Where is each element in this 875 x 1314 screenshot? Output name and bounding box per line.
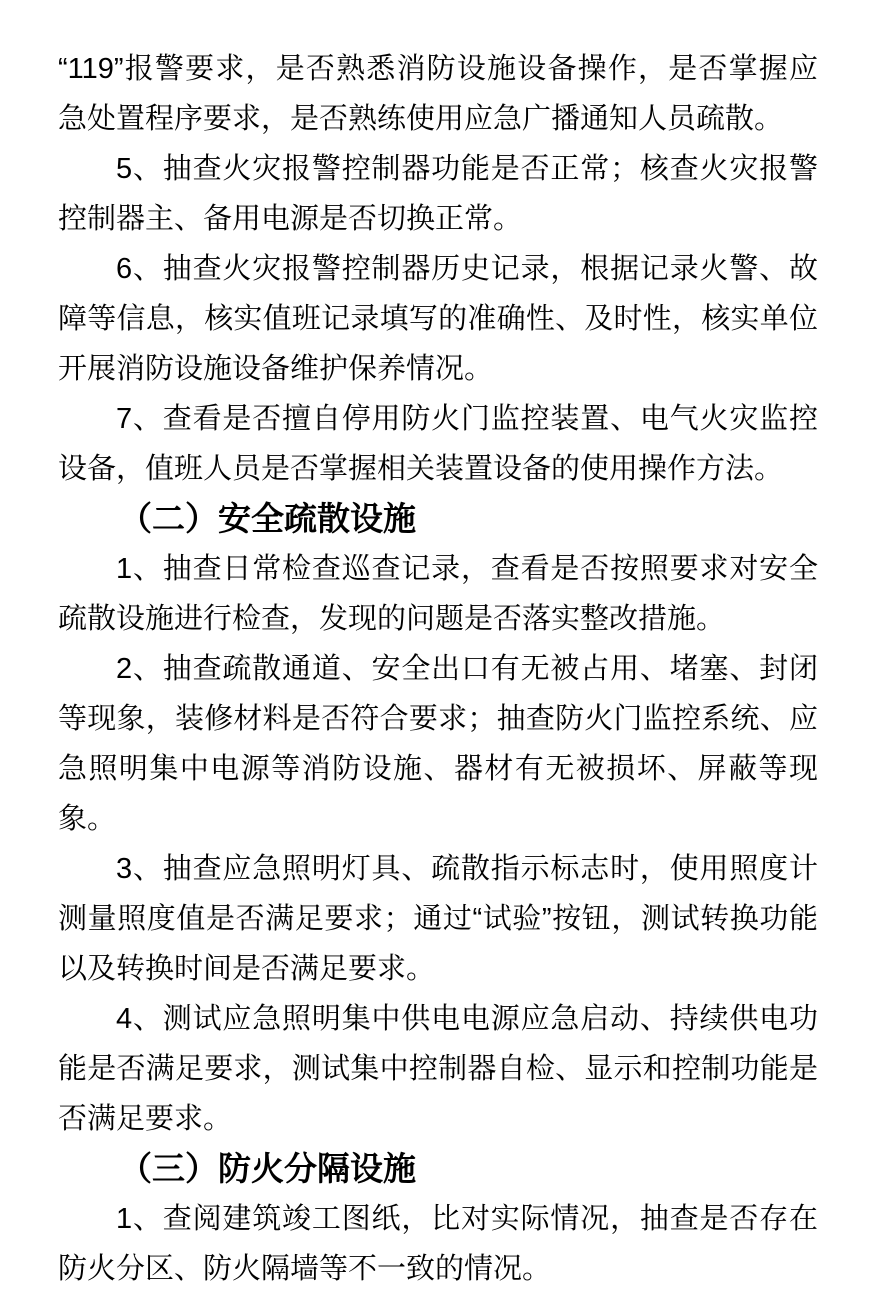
section-heading-2-safe-evacuation-facilities: （二）安全疏散设施 bbox=[119, 500, 417, 537]
paragraph-item-1-daily-inspection-records: 1、抽查日常检查巡查记录，查看是否按照要求对安全疏散设施进行检查，发现的问题是否落实整改措施。 bbox=[58, 553, 818, 635]
paragraph-item-7-fire-door-monitoring: 7、查看是否擅自停用防火门监控装置、电气火灾监控设备，值班人员是否掌握相关装置设备的使用操作方法。 bbox=[58, 403, 818, 485]
paragraph-item-4-central-power-supply-test: 4、测试应急照明集中供电电源应急启动、持续供电功能是否满足要求，测试集中控制器自检、显示和控制功能是否满足要求。 bbox=[58, 1003, 818, 1135]
paragraph-item-1-as-built-drawings: 1、查阅建筑竣工图纸，比对实际情况，抽查是否存在防火分区、防火隔墙等不一致的情况。 bbox=[58, 1203, 818, 1285]
paragraph-item-2-evacuation-passages: 2、抽查疏散通道、安全出口有无被占用、堵塞、封闭等现象，装修材料是否符合要求；抽查防火门监控系统、应急照明集中电源等消防设施、器材有无被损坏、屏蔽等现象。 bbox=[58, 653, 818, 835]
paragraph-item-5-alarm-controller-function: 5、抽查火灾报警控制器功能是否正常；核查火灾报警控制器主、备用电源是否切换正常。 bbox=[58, 153, 818, 235]
paragraph-item-6-alarm-controller-history: 6、抽查火灾报警控制器历史记录，根据记录火警、故障等信息，核实值班记录填写的准确性、及时性，核实单位开展消防设施设备维护保养情况。 bbox=[58, 253, 818, 385]
paragraph-item-3-emergency-lighting: 3、抽查应急照明灯具、疏散指示标志时，使用照度计测量照度值是否满足要求；通过“试验”按钮，测试转换功能以及转换时间是否满足要求。 bbox=[58, 853, 818, 985]
paragraph-continuation-119-alarm: “119”报警要求，是否熟悉消防设施设备操作，是否掌握应急处置程序要求，是否熟练使用应急广播通知人员疏散。 bbox=[58, 53, 818, 135]
section-heading-3-fire-separation-facilities: （三）防火分隔设施 bbox=[119, 1150, 417, 1187]
